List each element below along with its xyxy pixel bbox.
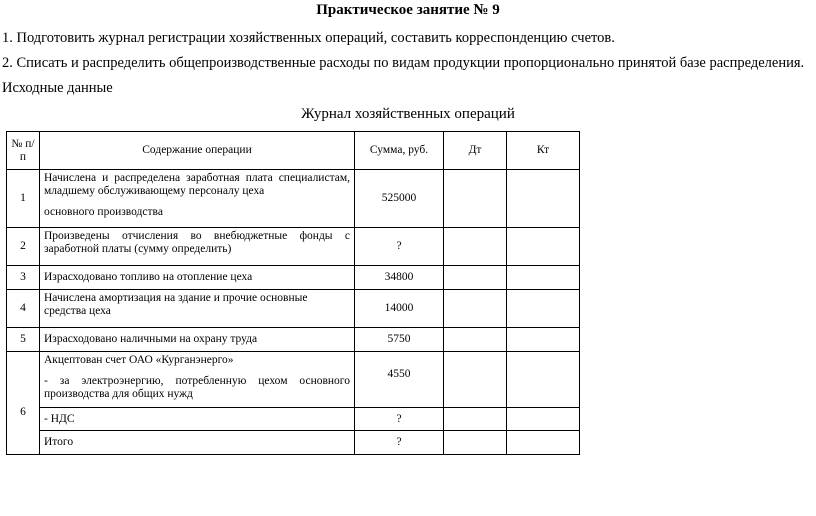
row-kt xyxy=(507,328,580,352)
row-sum: ? xyxy=(355,228,444,266)
journal-table xyxy=(6,131,580,455)
row-desc xyxy=(40,352,355,408)
row-dt xyxy=(444,170,507,228)
row-desc: Произведены отчисления во внебюджетные фонды с заработной платы (сумму определить) xyxy=(40,228,355,266)
row-desc-line: - за электроэнергию, потребленную цехом основного производства для общих нужд xyxy=(44,375,350,400)
row-desc-line: Акцептован счет ОАО «Курганэнерго» xyxy=(44,354,234,366)
table-row xyxy=(7,228,580,266)
task-2-text: 2. Списать и распределить общепроизводственные расходы по видам продукции пропорционально принятой базе распределения. xyxy=(2,55,805,71)
table-subrow xyxy=(7,408,580,431)
header-sum: Сумма, руб. xyxy=(355,132,444,170)
row-kt xyxy=(507,228,580,266)
row-sum: ? xyxy=(355,431,444,455)
row-desc-line: основного производства xyxy=(44,206,163,218)
row-num: 2 xyxy=(7,228,40,266)
row-desc: Израсходовано топливо на отопление цеха xyxy=(40,266,355,290)
table-row xyxy=(7,290,580,328)
row-kt xyxy=(507,290,580,328)
row-kt xyxy=(507,266,580,290)
header-kt: Кт xyxy=(507,132,580,170)
journal-title: Журнал хозяйственных операций xyxy=(301,106,515,122)
row-desc: Израсходовано наличными на охрану труда xyxy=(40,328,355,352)
row-desc xyxy=(40,170,355,228)
row-num: 3 xyxy=(7,266,40,290)
row-desc: Итого xyxy=(40,431,355,455)
row-sum: 14000 xyxy=(355,290,444,328)
header-num: № п/п xyxy=(7,132,40,170)
source-data-label: Исходные данные xyxy=(2,80,113,96)
row-dt xyxy=(444,328,507,352)
row-dt xyxy=(444,408,507,431)
table-subrow xyxy=(7,431,580,455)
table-row xyxy=(7,170,580,228)
row-kt xyxy=(507,408,580,431)
row-desc-line: Начислена и распределена заработная плата специалистам, младшему обслуживающему персоналу цеха xyxy=(44,172,350,197)
page-title: Практическое занятие № 9 xyxy=(316,2,500,18)
table-row xyxy=(7,352,580,408)
row-desc: Начислена амортизация на здание и прочие основные средства цеха xyxy=(40,290,355,328)
row-sum: 4550 xyxy=(355,352,444,408)
row-kt xyxy=(507,170,580,228)
row-num: 1 xyxy=(7,170,40,228)
row-sum: ? xyxy=(355,408,444,431)
header-desc: Содержание операции xyxy=(40,132,355,170)
table-header-row xyxy=(7,132,580,170)
row-num: 6 xyxy=(7,352,40,455)
row-sum: 34800 xyxy=(355,266,444,290)
row-dt xyxy=(444,431,507,455)
table-row xyxy=(7,328,580,352)
row-num: 4 xyxy=(7,290,40,328)
row-dt xyxy=(444,228,507,266)
row-sum: 525000 xyxy=(355,170,444,228)
row-kt xyxy=(507,431,580,455)
row-dt xyxy=(444,266,507,290)
row-desc: - НДС xyxy=(40,408,355,431)
row-num: 5 xyxy=(7,328,40,352)
row-kt xyxy=(507,352,580,408)
row-sum: 5750 xyxy=(355,328,444,352)
task-1-text: 1. Подготовить журнал регистрации хозяйственных операций, составить корреспонденцию счетов. xyxy=(2,30,615,46)
row-dt xyxy=(444,290,507,328)
table-row xyxy=(7,266,580,290)
header-dt: Дт xyxy=(444,132,507,170)
row-dt xyxy=(444,352,507,408)
